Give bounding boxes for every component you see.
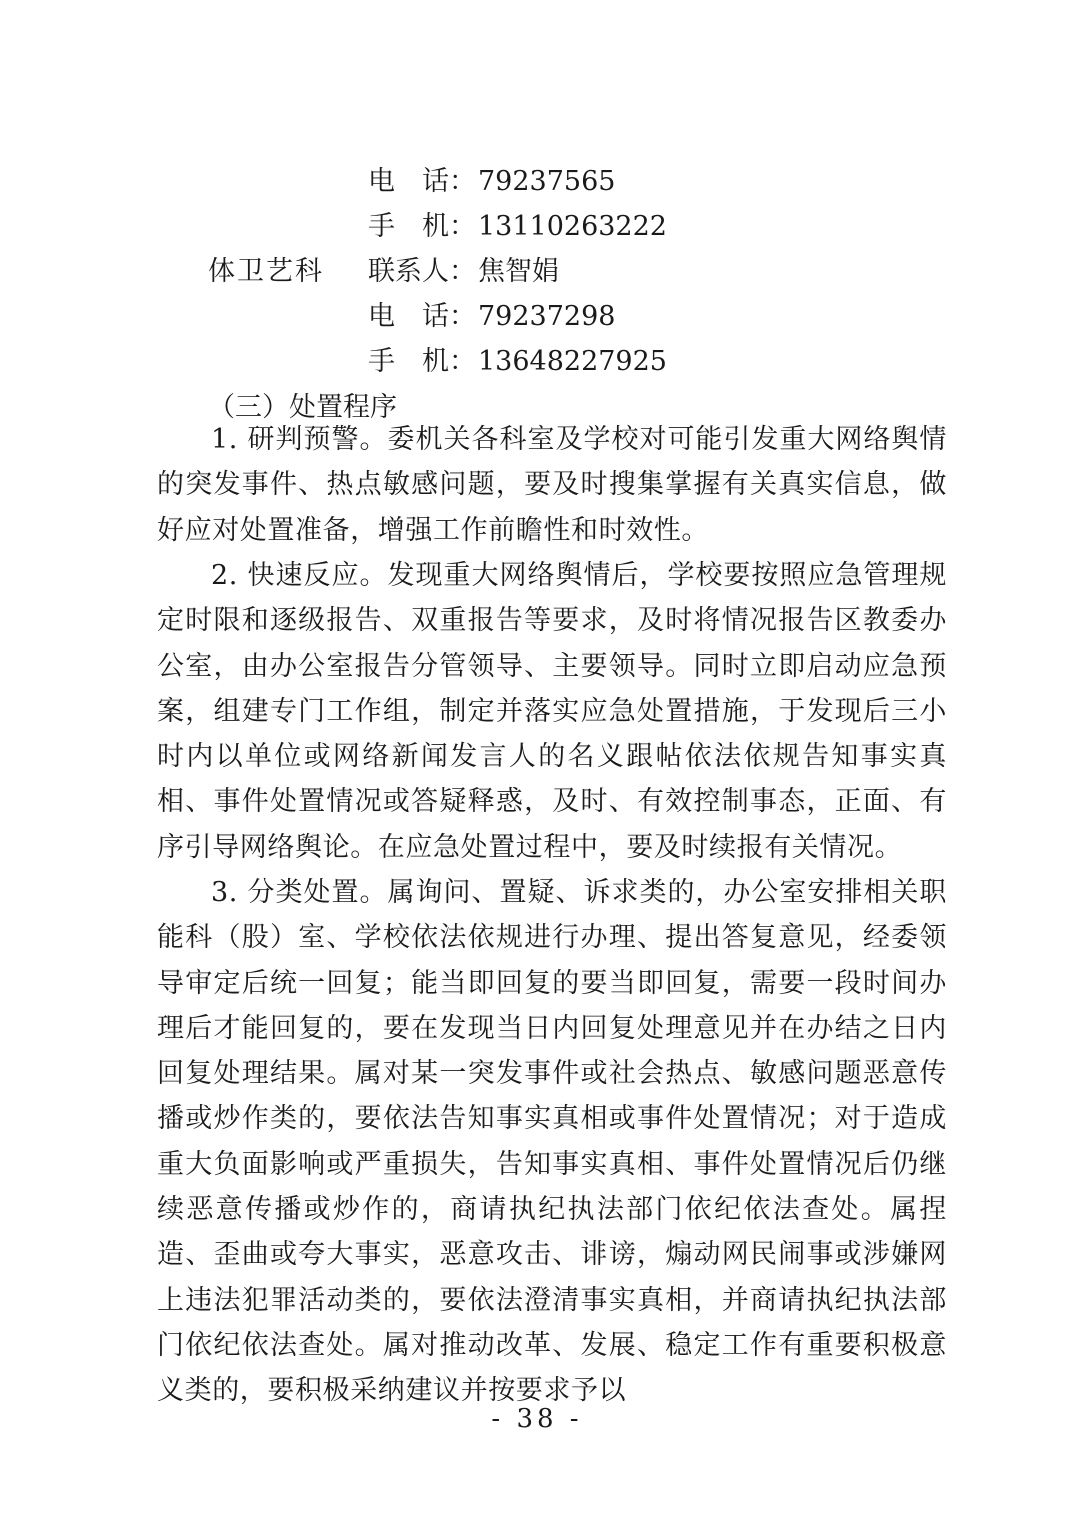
contact-phone-line (368, 299, 615, 335)
contact-person-value: 焦智娟 (478, 256, 559, 287)
contact-person-label: 联系人： (368, 256, 476, 287)
mobile-label: 手 机： (368, 346, 476, 377)
contact-mobile-line (368, 344, 667, 380)
mobile-value: 13648227925 (478, 346, 667, 377)
contact-phone-line-previous (368, 164, 615, 200)
paragraph-1: 1. 研判预警。委机关各科室及学校对可能引发重大网络舆情的突发事件、热点敏感问题，要及时搜集掌握有关真实信息，做好应对处置准备，增强工作前瞻性和时效性。 (157, 424, 947, 546)
section-title: （三）处置程序 (208, 392, 397, 423)
mobile-label: 手 机： (368, 211, 476, 242)
contact-mobile-line-previous (368, 209, 667, 245)
paragraph-3: 3. 分类处置。属询问、置疑、诉求类的，办公室安排相关职能科（股）室、学校依法依规进行办理、提出答复意见，经委领导审定后统一回复；能当即回复的要当即回复，需要一段时间办理后才能回复的，要在发现当日内回复处理意见并在办结之日内回复处理结果。属对某一突发事件或社会热点、敏感问题恶意传播或炒作类的，要依法告知事实真相或事件处置情况；对于造成重大负面影响或严重损失，告知事实真相、事件处置情况后仍继续恶意传播或炒作的，商请执纪执法部门依纪依法查处。属捏造、歪曲或夸大事实，恶意攻击、诽谤，煽动网民闹事或涉嫌网上违法犯罪活动类的，要依法澄清事实真相，并商请执纪执法部门依纪依法查处。属对推动改革、发展、稳定工作有重要积极意义类的，要积极采纳建议并按要求予以 (157, 877, 947, 1407)
phone-value: 79237298 (478, 301, 616, 332)
contact-person-line (368, 254, 559, 290)
paragraph-2: 2. 快速反应。发现重大网络舆情后，学校要按照应急管理规定时限和逐级报告、双重报告等要求，及时将情况报告区教委办公室，由办公室报告分管领导、主要领导。同时立即启动应急预案，组建专门工作组，制定并落实应急处置措施，于发现后三小时内以单位或网络新闻发言人的名义跟帖依法依规告知事实真相、事件处置情况或答疑释惑，及时、有效控制事态，正面、有序引导网络舆论。在应急处置过程中，要及时续报有关情况。 (157, 560, 947, 863)
phone-value: 79237565 (478, 166, 616, 197)
mobile-value: 13110263222 (478, 211, 667, 242)
page-number: - 38 - (491, 1404, 583, 1434)
phone-label: 电 话： (368, 166, 476, 197)
department-name: 体卫艺科 (208, 256, 324, 287)
phone-label: 电 话： (368, 301, 476, 332)
